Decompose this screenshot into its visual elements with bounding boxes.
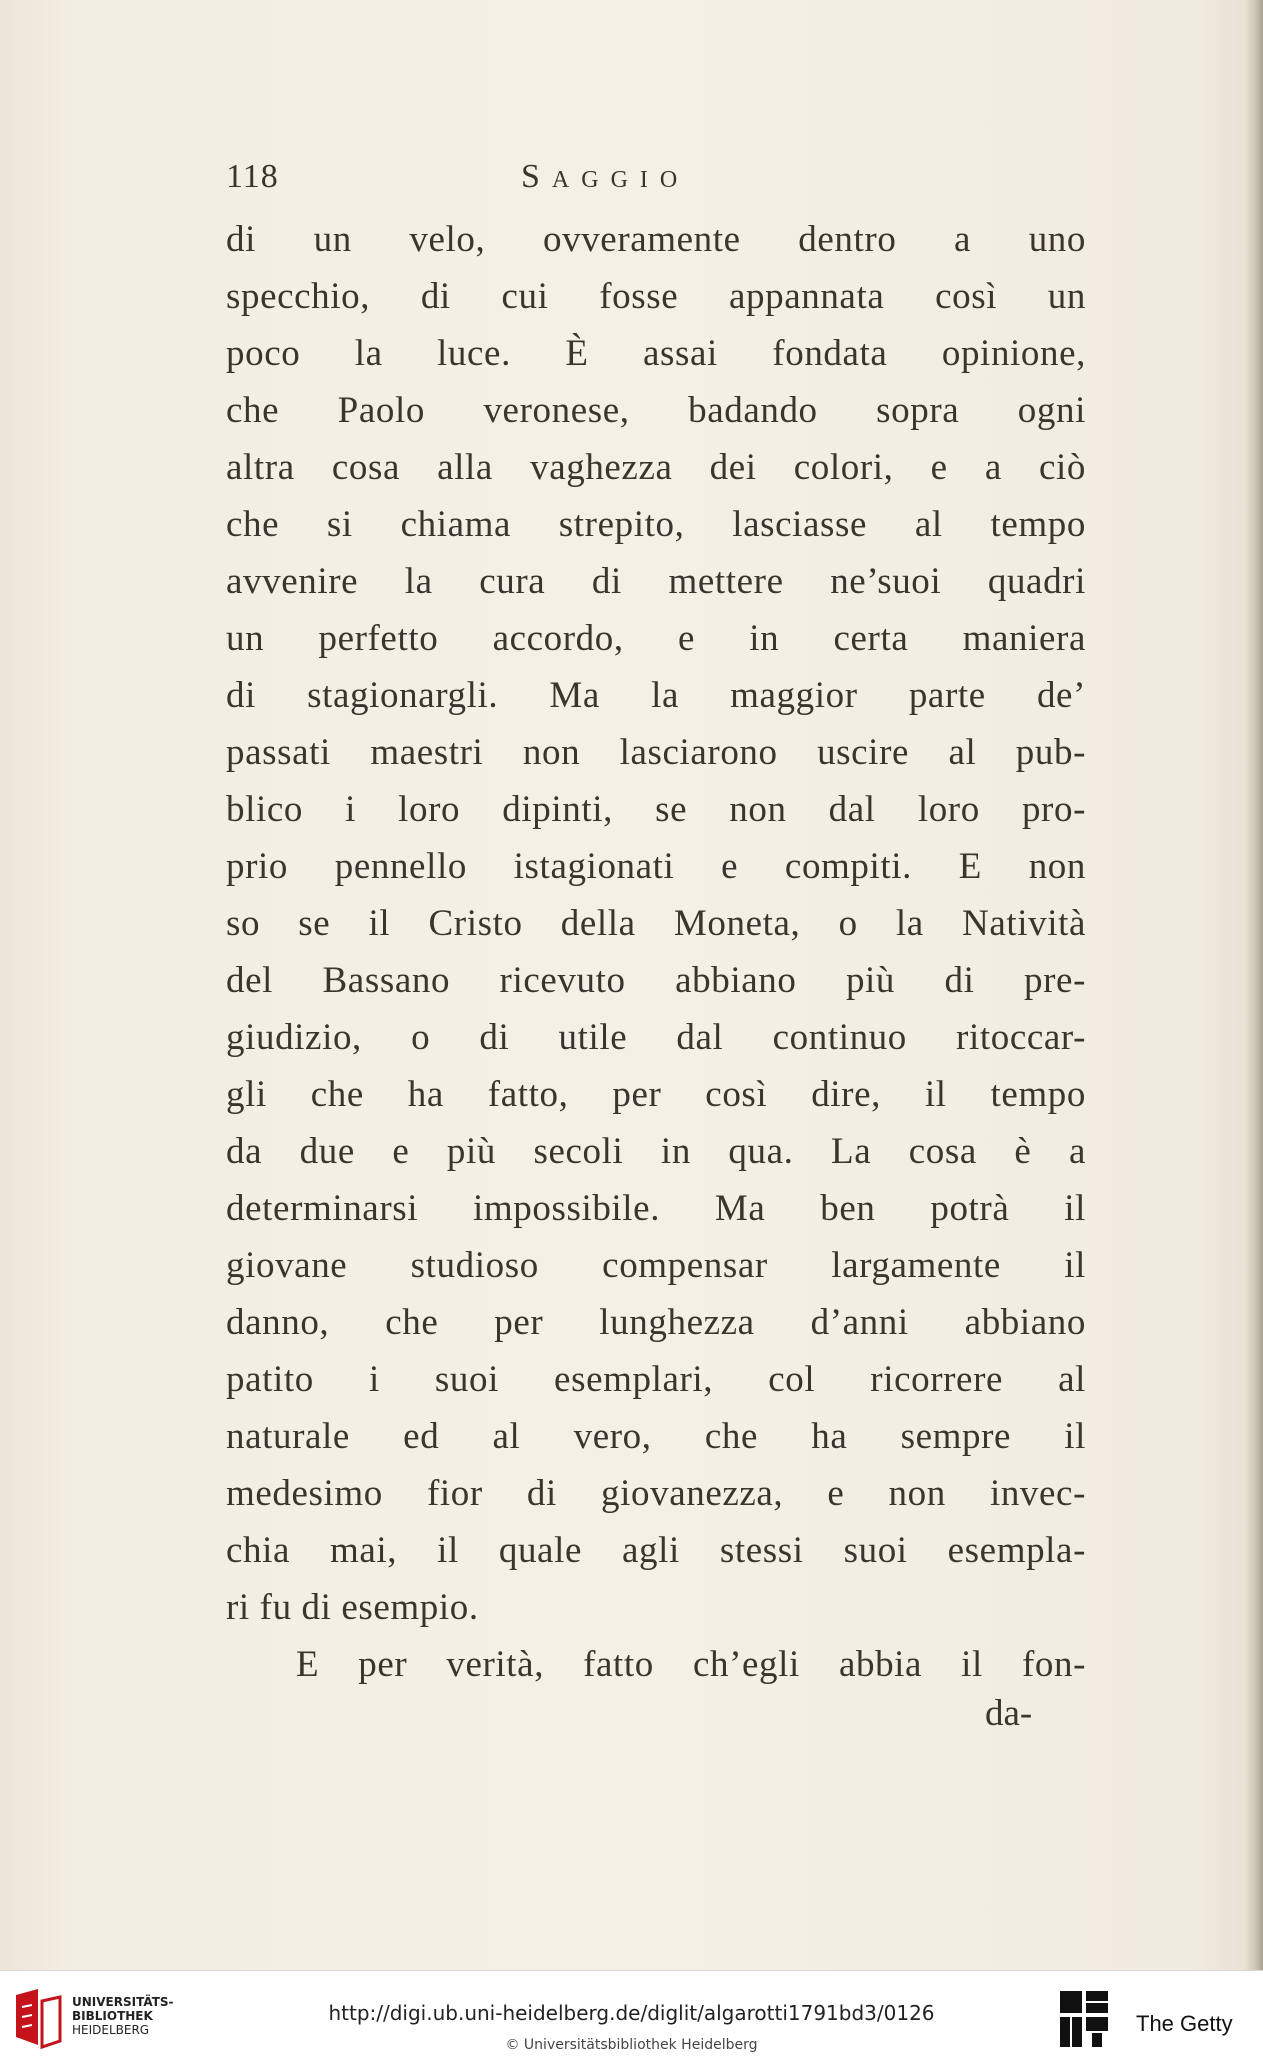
text-line: giudizio, o di utile dal continuo ritoccar-: [226, 1017, 1086, 1058]
text-line: gli che ha fatto, per così dire, il tempo: [226, 1074, 1086, 1115]
page-edge-shadow: [1245, 0, 1263, 1970]
text-line: chia mai, il quale agli stessi suoi esempla-: [226, 1530, 1086, 1571]
page-header: [226, 158, 1086, 198]
text-line: da due e più secoli in qua. La cosa è a: [226, 1131, 1086, 1172]
running-title: Saggio: [521, 158, 690, 195]
permalink-url[interactable]: http://digi.ub.uni-heidelberg.de/diglit/algarotti1791bd3/0126: [328, 2001, 935, 2025]
viewer-footer: [0, 1970, 1263, 2066]
text-line: di un velo, ovveramente dentro a uno: [226, 219, 1086, 260]
text-line: danno, che per lunghezza d’anni abbiano: [226, 1302, 1086, 1343]
getty-logo-icon: [1058, 1989, 1110, 2051]
text-line: specchio, di cui fosse appannata così un: [226, 276, 1086, 317]
text-line: patito i suoi esemplari, col ricorrere al: [226, 1359, 1086, 1400]
text-line: passati maestri non lasciarono uscire al pub-: [226, 732, 1086, 773]
text-line: naturale ed al vero, che ha sempre il: [226, 1416, 1086, 1457]
text-line: medesimo fior di giovanezza, e non invec-: [226, 1473, 1086, 1514]
text-line: poco la luce. È assai fondata opinione,: [226, 333, 1086, 374]
text-line: determinarsi impossibile. Ma ben potrà il: [226, 1188, 1086, 1229]
university-library-name: UNIVERSITÄTS- BIBLIOTHEK HEIDELBERG: [72, 1995, 174, 2037]
text-line: E per verità, fatto ch’egli abbia il fon-: [296, 1644, 1086, 1685]
body-text: [226, 211, 1086, 1693]
text-line: prio pennello istagionati e compiti. E non: [226, 846, 1086, 887]
text-line: del Bassano ricevuto abbiano più di pre-: [226, 960, 1086, 1001]
text-line: che Paolo veronese, badando sopra ogni: [226, 390, 1086, 431]
text-line: che si chiama strepito, lasciasse al tempo: [226, 504, 1086, 545]
text-line: giovane studioso compensar largamente il: [226, 1245, 1086, 1286]
text-line: un perfetto accordo, e in certa maniera: [226, 618, 1086, 659]
text-line: blico i loro dipinti, se non dal loro pro-: [226, 789, 1086, 830]
text-line: so se il Cristo della Moneta, o la Natività: [226, 903, 1086, 944]
text-line: di stagionargli. Ma la maggior parte de’: [226, 675, 1086, 716]
partner-name: The Getty: [1136, 2011, 1233, 2036]
text-line: altra cosa alla vaghezza dei colori, e a ciò: [226, 447, 1086, 488]
text-line: ri fu di esempio.: [226, 1587, 479, 1628]
catchword: da-: [985, 1693, 1033, 1734]
copyright-notice: © Universitätsbibliothek Heidelberg: [505, 2037, 758, 2053]
page-number: 118: [226, 158, 279, 195]
text-line: avvenire la cura di mettere ne’suoi quadri: [226, 561, 1086, 602]
